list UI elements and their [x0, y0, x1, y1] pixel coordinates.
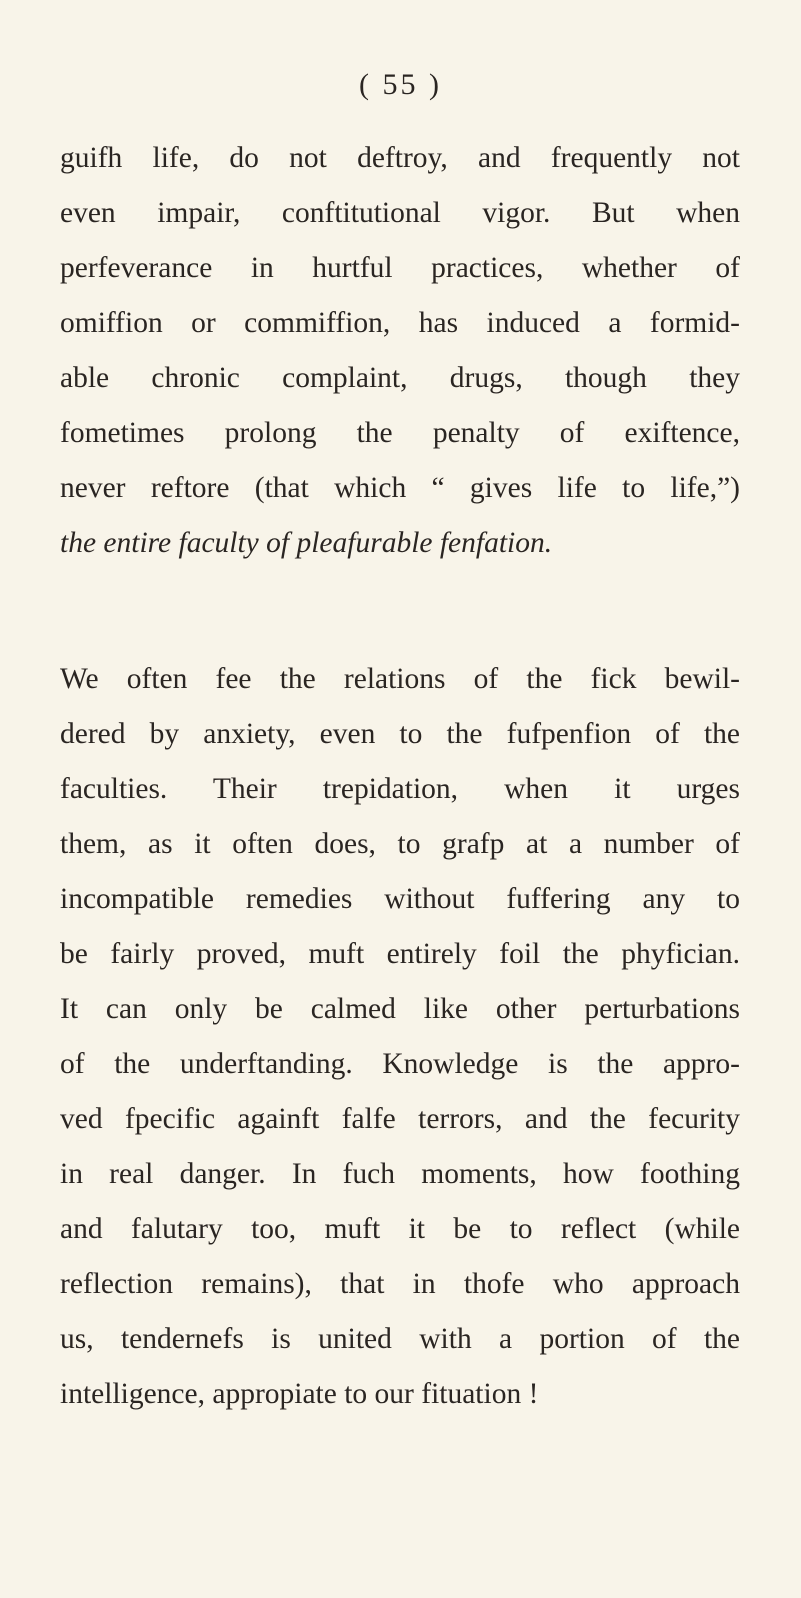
- text-line: us, tendernefs is united with a portion of the: [60, 1323, 740, 1355]
- text-line: reflection remains), that in thofe who approach: [60, 1268, 740, 1300]
- text-line: omiffion or commiffion, has induced a formid-: [60, 307, 740, 339]
- text-line: incompatible remedies without fuffering any to: [60, 883, 740, 915]
- paragraph-1: [60, 131, 740, 571]
- text-line: even impair, conftitutional vigor. But when: [60, 197, 740, 229]
- text-line: them, as it often does, to grafp at a number of: [60, 828, 740, 860]
- text-line: guifh life, do not deftroy, and frequently not: [60, 142, 740, 174]
- text-line: never reftore (that which “ gives life to life,”): [60, 472, 740, 504]
- text-line: in real danger. In fuch moments, how foothing: [60, 1158, 740, 1190]
- text-line: ved fpecific againft falfe terrors, and the fecurity: [60, 1103, 740, 1135]
- paragraph-2: [60, 652, 740, 1422]
- text-line: and falutary too, muft it be to reflect (while: [60, 1213, 740, 1245]
- text-line: faculties. Their trepidation, when it urges: [60, 773, 740, 805]
- text-line: able chronic complaint, drugs, though they: [60, 362, 740, 394]
- text-line: perfeverance in hurtful practices, whether of: [60, 252, 740, 284]
- text-line: It can only be calmed like other perturbations: [60, 993, 740, 1025]
- text-line: We often fee the relations of the fick bewil-: [60, 663, 740, 695]
- page-number: ( 55 ): [359, 68, 442, 101]
- text-line: dered by anxiety, even to the fufpenfion of the: [60, 718, 740, 750]
- text-line: of the underftanding. Knowledge is the appro-: [60, 1048, 740, 1080]
- text-line-italic: the entire faculty of pleafurable fenfation.: [60, 527, 553, 559]
- text-line: fometimes prolong the penalty of exiftence,: [60, 417, 740, 449]
- text-line: intelligence, appropiate to our fituation !: [60, 1378, 539, 1410]
- text-line: be fairly proved, muft entirely foil the phyfician.: [60, 938, 740, 970]
